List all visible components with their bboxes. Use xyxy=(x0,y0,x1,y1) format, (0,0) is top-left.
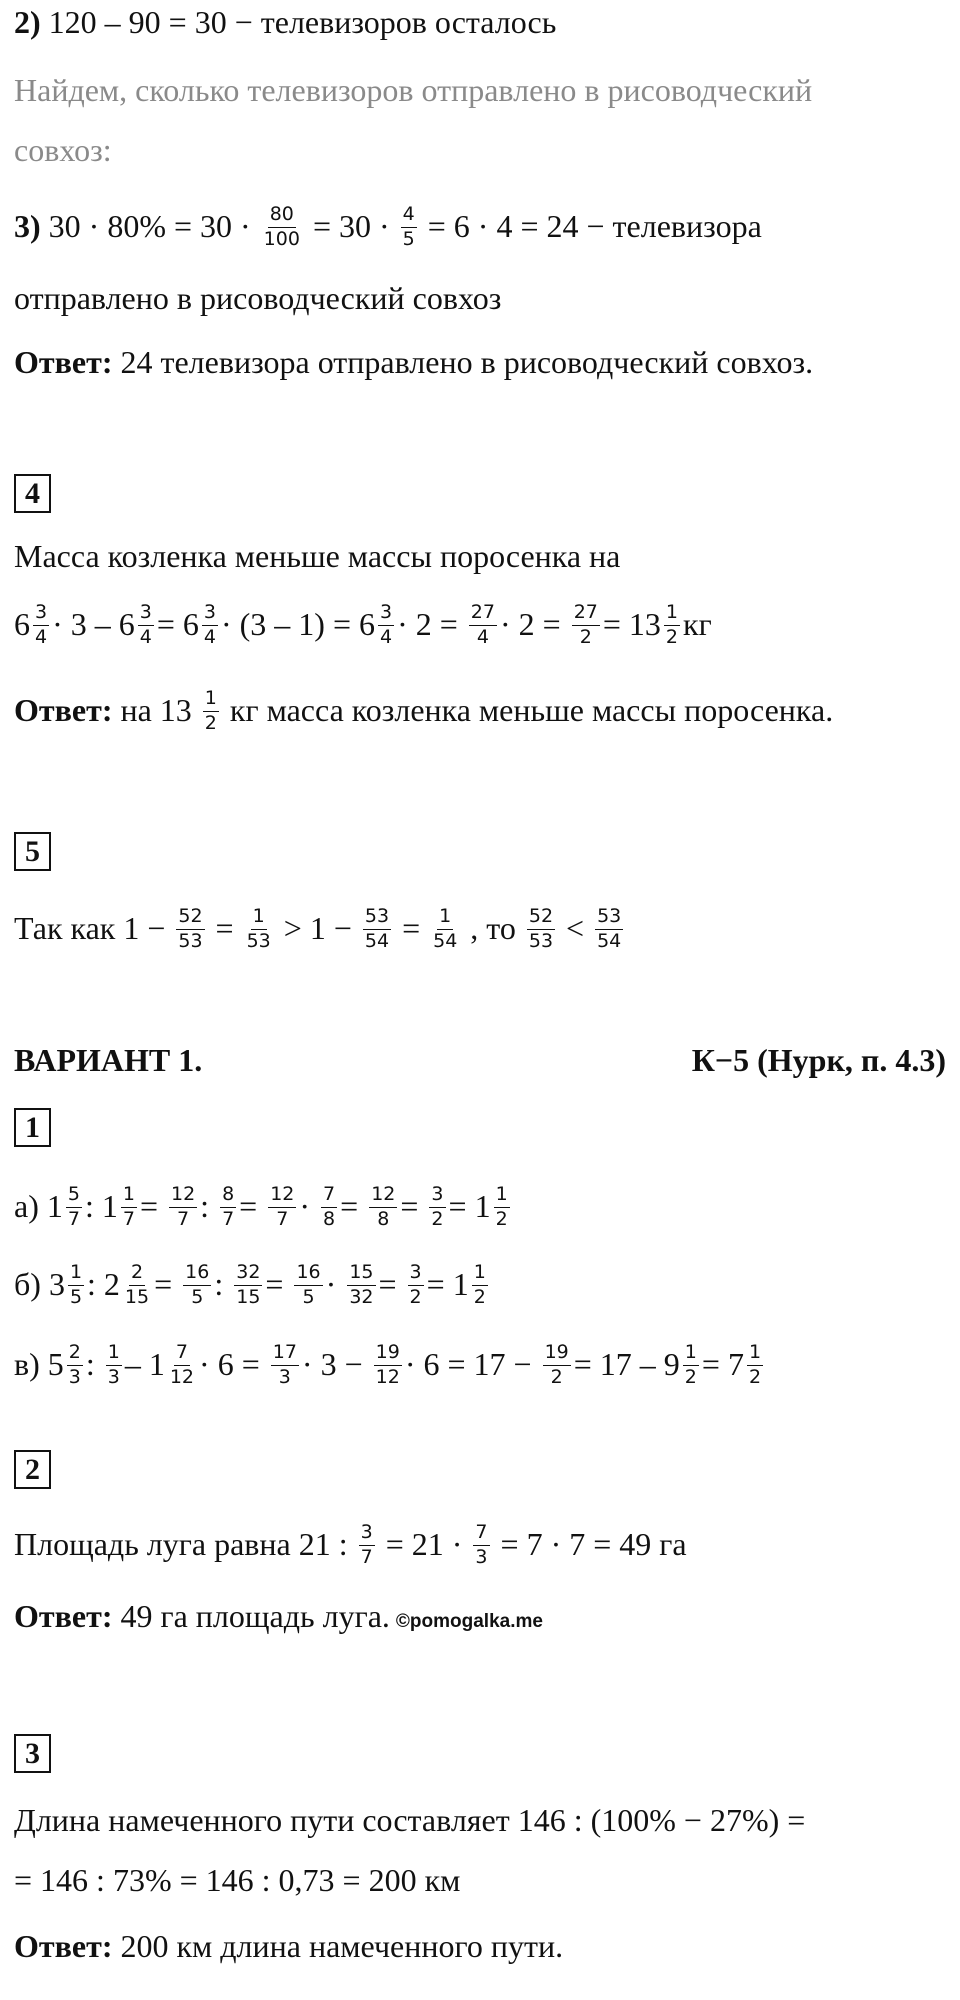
answer-line xyxy=(14,340,813,384)
variant-task-1-header xyxy=(14,1104,51,1148)
task-4-answer: Ответ: на 13 $\frac{1}{2}$ кг масса козленка меньше массы поросенка. xyxy=(14,687,834,735)
step-3-continuation: отправлено в рисоводческий совхоз xyxy=(14,280,502,316)
task-4-header xyxy=(14,470,51,514)
task-number-box: 2 xyxy=(14,1450,51,1489)
task-number-box: 5 xyxy=(14,832,51,871)
answer-label: Ответ: xyxy=(14,1928,113,1964)
task-4-equation: 6 $\frac{3}{4}$ · 3 – 6 $\frac{3}{4}$ = 6 $\frac{3}{4}$ · (3 – 1) = 6 $\frac{3}{4}$ · 2 = $\frac{27}{4}$ · 2 = $\frac{27}{2}$ = 13 $\frac{1}{2}$ кг xyxy=(14,601,712,649)
fraction: $\frac{4}{5}$ xyxy=(402,203,415,251)
step-text: 120 – 90 = 30 − телевизоров осталось xyxy=(40,4,557,40)
variant-task-2-answer: Ответ: 49 га площадь луга. ©pomogalka.me xyxy=(14,1598,543,1634)
task-number-box: 4 xyxy=(14,474,51,513)
solution-step-2 xyxy=(14,0,556,44)
variant-task-1-c: в) 5 $\frac{2}{3}$ : $\frac{1}{3}$ – 1 $\frac{7}{12}$ · 6 = $\frac{17}{3}$ · 3 − $\frac{19}{12}$ · 6 = 17 − $\frac{19}{2}$ = 17 – 9 $\frac{1}{2}$ = 7 $\frac{1}{2}$ xyxy=(14,1341,762,1389)
variant-title: ВАРИАНТ 1. xyxy=(14,1042,203,1078)
variant-task-2-text: Площадь луга равна 21 : $\frac{3}{7}$ = 21 · $\frac{7}{3}$ = 7 · 7 = 49 га xyxy=(14,1521,687,1569)
variant-task-3-line-2: = 146 : 73% = 146 : 0,73 = 200 км xyxy=(14,1862,461,1898)
task-number-box: 3 xyxy=(14,1734,51,1773)
step-number: 2) xyxy=(14,4,41,40)
task-5-header xyxy=(14,828,51,872)
fraction: $\frac{80}{100}$ xyxy=(263,203,300,251)
answer-label: Ответ: xyxy=(14,1598,113,1634)
task-5-comparison: Так как 1 − $\frac{52}{53}$ = $\frac{1}{53}$ > 1 − $\frac{53}{54}$ = $\frac{1}{54}$ , то $\frac{52}{53}$ < $\frac{53}{54}$ xyxy=(14,905,622,953)
step-number: 3) xyxy=(14,208,41,244)
note-line-2: совхоз: xyxy=(14,132,112,168)
variant-task-1-a: а) 1 $\frac{5}{7}$ : 1 $\frac{1}{7}$ = $\frac{12}{7}$ : $\frac{8}{7}$ = $\frac{12}{7}$ · $\frac{7}{8}$ = $\frac{12}{8}$ = $\frac{3}{2}$ = 1 $\frac{1}{2}$ xyxy=(14,1183,508,1231)
solution-step-3: 3) 30 · 80% = 30 · $\frac{80}{100}$ = 30 · $\frac{4}{5}$ = 6 · 4 = 24 − телевизора xyxy=(14,203,762,251)
variant-task-3-answer: Ответ: 200 км длина намеченного пути. xyxy=(14,1928,564,1964)
answer-text: 24 телевизора отправлено в рисоводческий совхоз. xyxy=(112,344,814,380)
variant-task-2-header xyxy=(14,1446,51,1490)
watermark: ©pomogalka.me xyxy=(395,1611,543,1632)
task-number-box: 1 xyxy=(14,1108,51,1147)
variant-task-1-b: б) 3 $\frac{1}{5}$ : 2 $\frac{2}{15}$ = $\frac{16}{5}$ : $\frac{32}{15}$ = $\frac{16}{5}$ · $\frac{15}{32}$ = $\frac{3}{2}$ = 1 $\frac{1}{2}$ xyxy=(14,1261,486,1309)
variant-code: К−5 (Нурк, п. 4.3) xyxy=(691,1042,946,1078)
variant-task-3-line-1: Длина намеченного пути составляет 146 : (100% − 27%) = xyxy=(14,1802,806,1838)
note-line-1: Найдем, сколько телевизоров отправлено в рисоводческий xyxy=(14,72,813,108)
task-4-intro: Масса козленка меньше массы поросенка на xyxy=(14,538,621,574)
answer-label: Ответ: xyxy=(14,692,113,728)
variant-task-3-header xyxy=(14,1730,51,1774)
answer-label: Ответ: xyxy=(14,344,113,380)
